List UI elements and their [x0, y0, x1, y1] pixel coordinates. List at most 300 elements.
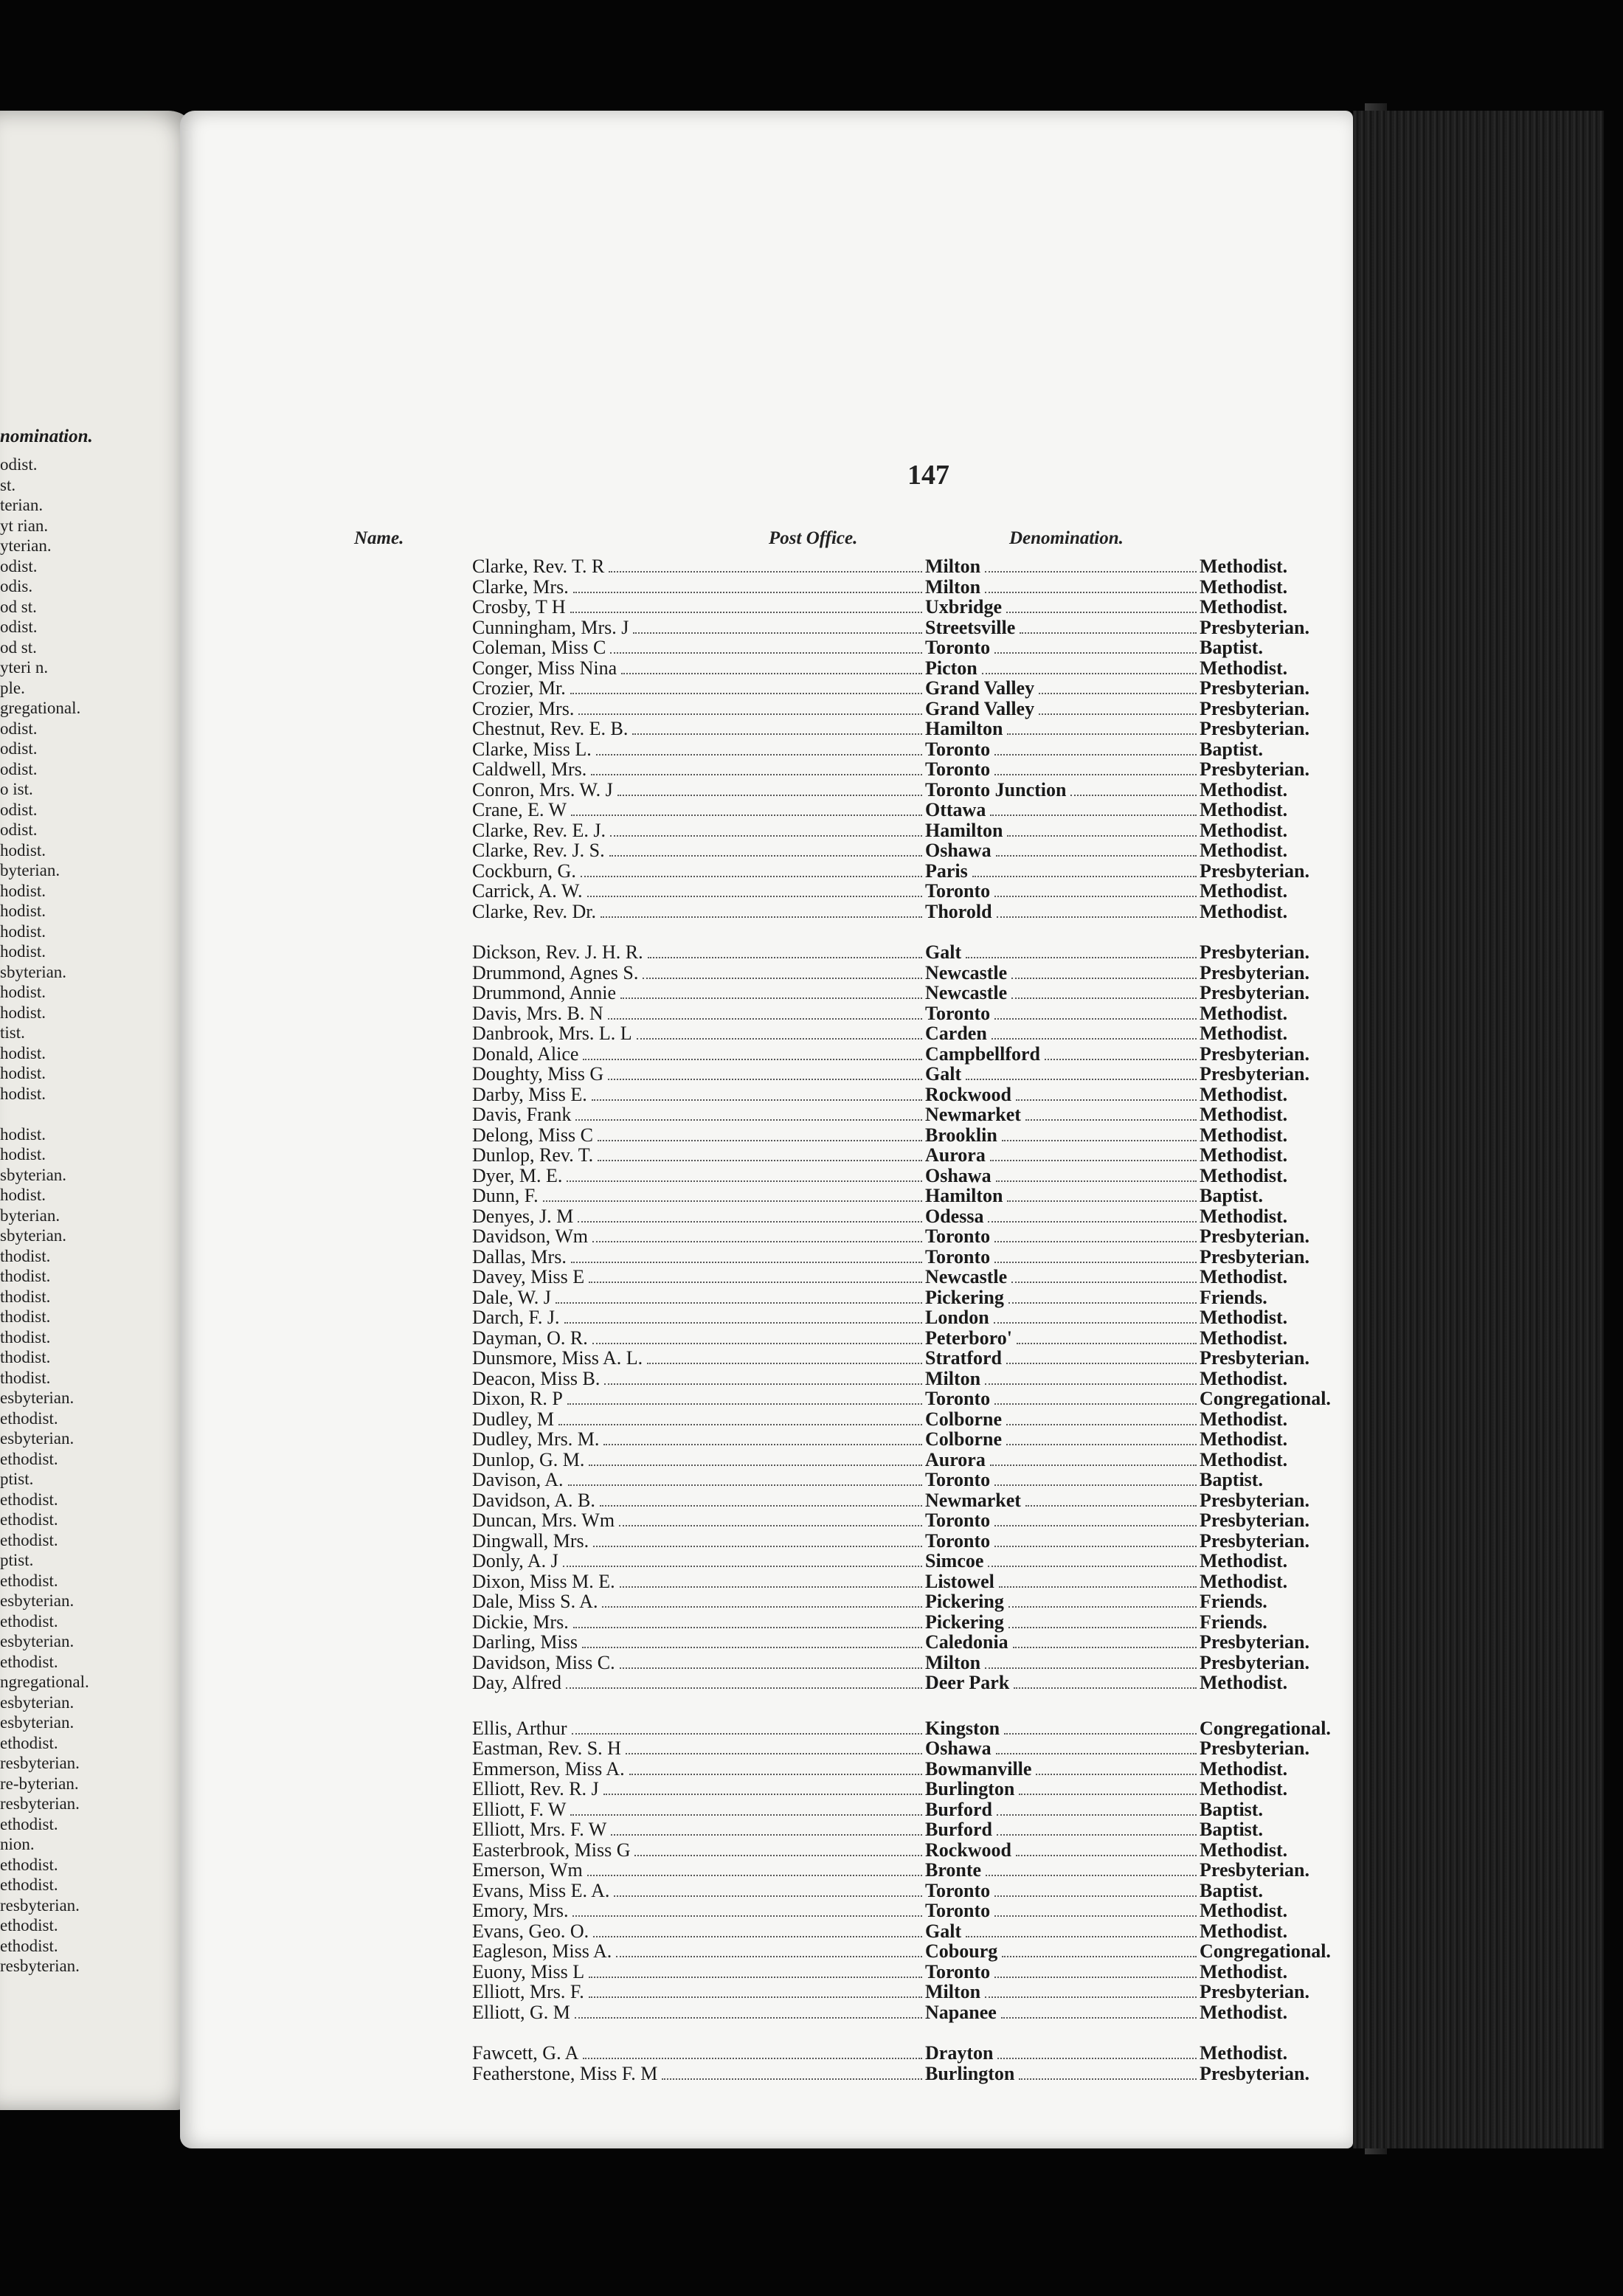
entry-post-office: Galt — [925, 1064, 1200, 1085]
entry-denomination: Methodist. — [1200, 1571, 1288, 1591]
entry-name: Emmerson, Miss A. — [472, 1759, 925, 1780]
entry-name: Fawcett, G. A — [472, 2043, 925, 2064]
entry-post-office: Rockwood — [925, 1840, 1200, 1861]
entry-denomination: Methodist. — [1200, 840, 1288, 861]
entry-name: Caldwell, Mrs. — [472, 759, 925, 781]
directory-entry — [472, 1738, 1365, 1759]
entry-name: Featherstone, Miss F. M — [472, 2064, 925, 2085]
directory-entry — [472, 597, 1365, 618]
dot-leader — [633, 632, 922, 634]
entry-post-office: Bronte — [925, 1860, 1200, 1881]
entry-post-office: Toronto — [925, 881, 1200, 902]
entry-denomination: Methodist. — [1200, 779, 1288, 800]
dot-leader — [614, 1895, 922, 1897]
dot-leader — [587, 896, 923, 897]
facing-page-line: ethodist. — [0, 1530, 58, 1549]
entry-name: Evans, Miss E. A. — [472, 1881, 925, 1902]
dot-leader — [568, 1484, 923, 1486]
dot-leader — [611, 1834, 922, 1836]
entry-post-office: Deer Park — [925, 1673, 1200, 1694]
dot-leader — [1007, 835, 1197, 837]
dot-leader — [620, 1586, 922, 1588]
entry-denomination: Methodist. — [1200, 1901, 1288, 1921]
directory-entry — [472, 1287, 1365, 1308]
entry-name: Davey, Miss E — [472, 1267, 925, 1288]
entry-post-office: Toronto — [925, 1389, 1200, 1410]
entry-name: Elliott, Rev. R. J — [472, 1779, 925, 1800]
directory-entry — [472, 1348, 1365, 1369]
dot-leader — [1006, 612, 1197, 613]
entry-post-office: Milton — [925, 1982, 1200, 2003]
facing-page-line: odist. — [0, 739, 38, 758]
dot-leader — [996, 1753, 1197, 1754]
directory-entry — [472, 942, 1365, 963]
dot-leader — [629, 1774, 922, 1775]
dot-leader — [619, 1525, 922, 1526]
entry-denomination: Presbyterian. — [1200, 1738, 1309, 1759]
entry-name: Davidson, Miss C. — [472, 1653, 925, 1674]
dot-leader — [634, 1855, 922, 1856]
facing-page-line: ethodist. — [0, 1875, 58, 1894]
entry-post-office: Aurora — [925, 1450, 1200, 1471]
directory-entry — [472, 577, 1365, 598]
directory-entry — [472, 1840, 1365, 1861]
directory-entry — [472, 902, 1365, 922]
entry-denomination: Presbyterian. — [1200, 1510, 1309, 1531]
directory-entry — [472, 1531, 1365, 1552]
entry-post-office: Toronto — [925, 759, 1200, 781]
dot-leader — [1017, 1343, 1197, 1344]
column-header-name: Name. — [354, 528, 404, 548]
directory-entry — [472, 678, 1365, 699]
directory-entry — [472, 1125, 1365, 1146]
facing-page-line: esbyterian. — [0, 1591, 75, 1610]
entry-denomination: Methodist. — [1200, 1839, 1288, 1860]
entry-name: Coleman, Miss C — [472, 637, 925, 659]
entry-denomination: Presbyterian. — [1200, 1860, 1309, 1881]
directory-entry — [472, 820, 1365, 841]
facing-page-line: thodist. — [0, 1267, 51, 1285]
facing-page-line: hodist. — [0, 1003, 46, 1022]
dot-leader — [578, 713, 922, 715]
dot-leader — [1004, 1733, 1197, 1735]
facing-page-line: esbyterian. — [0, 1389, 75, 1407]
directory-entry — [472, 759, 1365, 780]
entry-post-office: Pickering — [925, 1612, 1200, 1633]
entry-denomination: Presbyterian. — [1200, 2063, 1309, 2084]
entry-denomination: Friends. — [1200, 1611, 1267, 1632]
dot-leader — [985, 592, 1197, 593]
directory-entry — [472, 1470, 1365, 1490]
facing-page-line: ptist. — [0, 1551, 34, 1569]
page-number: 147 — [907, 460, 949, 491]
facing-page — [0, 111, 198, 2110]
entry-name: Davidson, A. B. — [472, 1490, 925, 1512]
entry-post-office: Hamilton — [925, 719, 1200, 740]
dot-leader — [620, 1667, 922, 1669]
book-page — [180, 111, 1353, 2148]
entry-denomination: Methodist. — [1200, 1920, 1288, 1941]
entry-name: Dixon, Miss M. E. — [472, 1571, 925, 1593]
directory-entry — [472, 719, 1365, 739]
facing-page-line: thodist. — [0, 1348, 51, 1366]
entry-denomination: Presbyterian. — [1200, 1226, 1309, 1247]
dot-leader — [994, 774, 1197, 775]
entry-name: Clarke, Mrs. — [472, 577, 925, 598]
dot-leader — [997, 916, 1197, 918]
entry-denomination: Presbyterian. — [1200, 719, 1309, 739]
entry-denomination: Friends. — [1200, 1591, 1267, 1612]
entry-denomination: Methodist. — [1200, 1307, 1288, 1328]
entry-name: Clarke, Rev. J. S. — [472, 840, 925, 862]
facing-page-line: ethodist. — [0, 1936, 58, 1955]
facing-page-line: ple. — [0, 678, 25, 697]
directory-entry — [472, 1409, 1365, 1430]
entry-post-office: Burlington — [925, 2064, 1200, 2085]
entry-denomination: Methodist. — [1200, 1449, 1288, 1470]
entry-name: Crane, E. W — [472, 800, 925, 821]
entry-denomination: Presbyterian. — [1200, 698, 1309, 719]
directory-entry — [472, 1941, 1365, 1962]
dot-leader — [571, 815, 922, 816]
dot-leader — [996, 1180, 1197, 1182]
entry-denomination: Methodist. — [1200, 1145, 1288, 1166]
directory-entry — [472, 1429, 1365, 1450]
dot-leader — [994, 652, 1197, 654]
entry-post-office: Aurora — [925, 1145, 1200, 1166]
dot-leader — [617, 795, 922, 796]
dot-leader — [1019, 2078, 1197, 2080]
directory-entry — [472, 1759, 1365, 1780]
entry-denomination: Presbyterian. — [1200, 1982, 1309, 2002]
entry-denomination: Baptist. — [1200, 1470, 1263, 1490]
entry-name: Day, Alfred — [472, 1673, 925, 1694]
entry-denomination: Methodist. — [1200, 820, 1288, 840]
entry-name: Eastman, Rev. S. H — [472, 1738, 925, 1760]
entry-name: Eagleson, Miss A. — [472, 1941, 925, 1963]
dot-leader — [1001, 2017, 1197, 2019]
entry-denomination: Methodist. — [1200, 800, 1288, 820]
directory-entry — [472, 800, 1365, 820]
directory-entry — [472, 1612, 1365, 1633]
facing-page-line: ngregational. — [0, 1673, 89, 1691]
facing-page-line: ptist. — [0, 1470, 34, 1488]
entry-post-office: Toronto — [925, 1881, 1200, 1902]
facing-page-line: sbyterian. — [0, 1226, 67, 1245]
dot-leader — [997, 2058, 1197, 2059]
directory-entry — [472, 1450, 1365, 1470]
entry-post-office: Stratford — [925, 1348, 1200, 1369]
entry-denomination: Presbyterian. — [1200, 1530, 1309, 1551]
entry-post-office: Toronto — [925, 1510, 1200, 1532]
entry-post-office: Listowel — [925, 1571, 1200, 1593]
entry-denomination: Presbyterian. — [1200, 617, 1309, 637]
dot-leader — [1011, 1282, 1197, 1283]
directory-entry — [472, 1819, 1365, 1840]
directory-entry — [472, 1267, 1365, 1287]
directory-entry — [472, 1389, 1365, 1409]
dot-leader — [616, 1956, 922, 1957]
dot-leader — [643, 978, 922, 979]
entry-denomination: Presbyterian. — [1200, 759, 1309, 780]
entry-post-office: Burford — [925, 1819, 1200, 1841]
dot-leader — [567, 1403, 922, 1405]
dot-leader — [994, 1262, 1197, 1263]
facing-page-line: sbyterian. — [0, 962, 67, 981]
entry-denomination: Methodist. — [1200, 2043, 1288, 2064]
facing-page-line — [0, 1104, 192, 1124]
dot-leader — [994, 754, 1197, 755]
dot-leader — [556, 1302, 922, 1304]
directory-entry — [472, 1247, 1365, 1268]
dot-leader — [592, 1099, 922, 1101]
entry-name: Doughty, Miss G — [472, 1064, 925, 1085]
dot-leader — [620, 997, 922, 999]
dot-leader — [1011, 997, 1197, 999]
entry-name: Elliott, G. M — [472, 2002, 925, 2024]
dot-leader — [598, 1160, 922, 1161]
entry-post-office: Grand Valley — [925, 699, 1200, 720]
entry-denomination: Methodist. — [1200, 1673, 1288, 1693]
facing-page-line: thodist. — [0, 1246, 51, 1265]
facing-page-line: ethodist. — [0, 1916, 58, 1934]
facing-page-line: odist. — [0, 719, 38, 738]
facing-page-line: ethodist. — [0, 1855, 58, 1874]
dot-leader — [578, 1221, 922, 1223]
dot-leader — [985, 1996, 1197, 1998]
dot-leader — [972, 876, 1197, 877]
entry-post-office: Toronto — [925, 1247, 1200, 1268]
entry-name: Dayman, O. R. — [472, 1328, 925, 1349]
entry-denomination: Methodist. — [1200, 576, 1288, 597]
facing-page-line: odist. — [0, 800, 38, 819]
directory-list — [472, 556, 1365, 2084]
entry-denomination: Methodist. — [1200, 1368, 1288, 1389]
entry-name: Cunningham, Mrs. J — [472, 618, 925, 639]
entry-name: Elliott, F. W — [472, 1799, 925, 1821]
entry-denomination: Methodist. — [1200, 1429, 1288, 1450]
entry-denomination: Methodist. — [1200, 1758, 1288, 1779]
directory-entry — [472, 1166, 1365, 1186]
directory-entry — [472, 1064, 1365, 1085]
entry-denomination: Presbyterian. — [1200, 678, 1309, 699]
facing-page-column — [0, 454, 192, 1977]
dot-leader — [1008, 1302, 1197, 1304]
dot-leader — [1070, 795, 1197, 796]
entry-name: Conron, Mrs. W. J — [472, 780, 925, 801]
entry-name: Davidson, Wm — [472, 1226, 925, 1248]
dot-leader — [593, 1936, 922, 1937]
entry-post-office: Newmarket — [925, 1104, 1200, 1126]
dot-leader — [610, 835, 922, 837]
entry-post-office: Burlington — [925, 1779, 1200, 1800]
facing-page-line: sbyterian. — [0, 1165, 67, 1184]
facing-page-line: hodist. — [0, 1043, 46, 1062]
entry-name: Clarke, Miss L. — [472, 739, 925, 761]
entry-denomination: Methodist. — [1200, 1084, 1288, 1104]
facing-page-line: nion. — [0, 1835, 35, 1853]
facing-page-line: resbyterian. — [0, 1794, 80, 1813]
facing-page-line: od st. — [0, 637, 37, 657]
dot-leader — [1025, 1505, 1197, 1507]
dot-leader — [566, 1687, 922, 1689]
facing-page-line: resbyterian. — [0, 1957, 80, 1975]
dot-leader — [564, 1322, 922, 1324]
dot-leader — [990, 1465, 1197, 1466]
facing-page-line: hodist. — [0, 881, 46, 900]
entry-denomination: Methodist. — [1200, 881, 1288, 902]
entry-post-office: Bowmanville — [925, 1759, 1200, 1780]
entry-post-office: Toronto — [925, 637, 1200, 659]
entry-post-office: Milton — [925, 556, 1200, 578]
dot-leader — [994, 1977, 1197, 1978]
entry-post-office: Hamilton — [925, 1186, 1200, 1207]
facing-page-line: hodist. — [0, 1145, 46, 1163]
entry-denomination: Baptist. — [1200, 739, 1263, 759]
dot-leader — [583, 2058, 922, 2059]
entry-post-office: Pickering — [925, 1591, 1200, 1613]
entry-denomination: Baptist. — [1200, 1799, 1263, 1819]
dot-leader — [600, 1505, 922, 1507]
entry-post-office: Galt — [925, 942, 1200, 964]
dot-leader — [610, 652, 922, 654]
entry-name: Delong, Miss C — [472, 1125, 925, 1147]
column-header-denomination: Denomination. — [1009, 528, 1124, 548]
directory-entry — [472, 1226, 1365, 1247]
facing-page-line: byterian. — [0, 861, 60, 879]
entry-denomination: Presbyterian. — [1200, 860, 1309, 881]
entry-post-office: Campbellford — [925, 1044, 1200, 1065]
entry-name: Dallas, Mrs. — [472, 1247, 925, 1268]
entry-denomination: Baptist. — [1200, 1880, 1263, 1901]
entry-name: Clarke, Rev. Dr. — [472, 902, 925, 923]
dot-leader — [1007, 733, 1197, 735]
entry-name: Crozier, Mr. — [472, 678, 925, 699]
entry-post-office: Streetsville — [925, 618, 1200, 639]
dot-leader — [1025, 1119, 1197, 1121]
dot-leader — [985, 1667, 1197, 1669]
facing-page-line: ethodist. — [0, 1408, 58, 1428]
entry-post-office: Toronto — [925, 1962, 1200, 1983]
entry-name: Dale, Miss S. A. — [472, 1591, 925, 1613]
entry-post-office: London — [925, 1307, 1200, 1329]
dot-leader — [996, 855, 1197, 857]
dot-leader — [589, 1996, 922, 1998]
entry-post-office: Pickering — [925, 1287, 1200, 1309]
dot-leader — [647, 1363, 922, 1364]
dot-leader — [573, 1627, 922, 1628]
directory-entry — [472, 1921, 1365, 1942]
dot-leader — [994, 1322, 1197, 1324]
dot-leader — [575, 2017, 922, 2019]
directory-entry — [472, 1490, 1365, 1511]
dot-leader — [563, 1566, 922, 1567]
dot-leader — [583, 1059, 922, 1060]
directory-entry — [472, 739, 1365, 760]
entry-name: Dudley, Mrs. M. — [472, 1429, 925, 1450]
facing-page-header: nomination. — [0, 426, 93, 446]
facing-page-line: hodist. — [0, 983, 46, 1001]
entry-denomination: Methodist. — [1200, 597, 1288, 618]
facing-page-line: yt rian. — [0, 516, 49, 535]
entry-name: Drummond, Annie — [472, 983, 925, 1004]
dot-leader — [626, 1753, 922, 1754]
entry-post-office: Caledonia — [925, 1632, 1200, 1653]
directory-entry — [472, 618, 1365, 638]
entry-denomination: Presbyterian. — [1200, 1064, 1309, 1085]
directory-entry — [472, 983, 1365, 1003]
entry-denomination: Methodist. — [1200, 1165, 1288, 1186]
entry-denomination: Presbyterian. — [1200, 983, 1309, 1003]
dot-leader — [997, 1814, 1197, 1816]
entry-denomination: Congregational. — [1200, 1718, 1331, 1738]
directory-entry — [472, 963, 1365, 983]
dot-leader — [543, 1200, 922, 1202]
directory-entry — [472, 861, 1365, 882]
entry-denomination: Methodist. — [1200, 1003, 1288, 1023]
dot-leader — [1036, 1774, 1197, 1775]
entry-post-office: Toronto Junction — [925, 780, 1200, 801]
dot-leader — [1006, 1444, 1197, 1445]
facing-page-line: thodist. — [0, 1327, 51, 1346]
entry-post-office: Milton — [925, 1369, 1200, 1390]
facing-page-line: hodist. — [0, 1064, 46, 1082]
dot-leader — [1016, 1855, 1197, 1856]
dot-leader — [997, 1834, 1197, 1836]
facing-page-line: terian. — [0, 496, 44, 514]
entry-name: Emory, Mrs. — [472, 1901, 925, 1922]
entry-name: Dale, W. J — [472, 1287, 925, 1309]
dot-leader — [988, 1221, 1197, 1223]
entry-post-office: Toronto — [925, 1470, 1200, 1491]
directory-entry — [472, 1799, 1365, 1820]
directory-entry — [472, 1901, 1365, 1921]
entry-post-office: Rockwood — [925, 1085, 1200, 1106]
entry-name: Dunn, F. — [472, 1186, 925, 1207]
entry-name: Deacon, Miss B. — [472, 1369, 925, 1390]
entry-post-office: Peterboro' — [925, 1328, 1200, 1349]
entry-name: Dickie, Mrs. — [472, 1612, 925, 1633]
entry-post-office: Odessa — [925, 1206, 1200, 1228]
facing-page-line: hodist. — [0, 902, 46, 920]
dot-leader — [604, 1383, 922, 1385]
directory-entry — [472, 699, 1365, 719]
facing-page-line: thodist. — [0, 1287, 51, 1306]
dot-leader — [570, 1814, 922, 1816]
entry-denomination: Methodist. — [1200, 1023, 1288, 1044]
dot-leader — [1007, 1200, 1197, 1202]
facing-page-line: esbyterian. — [0, 1713, 75, 1732]
facing-page-line: odist. — [0, 556, 38, 575]
dot-leader — [992, 1038, 1197, 1040]
entry-name: Elliott, Mrs. F. W — [472, 1819, 925, 1841]
facing-page-line: hodist. — [0, 921, 46, 941]
entry-name: Evans, Geo. O. — [472, 1921, 925, 1943]
entry-name: Dunsmore, Miss A. L. — [472, 1348, 925, 1369]
facing-page-line: hodist. — [0, 942, 46, 961]
dot-leader — [994, 1915, 1197, 1917]
directory-entry — [472, 1307, 1365, 1328]
directory-entry — [472, 1003, 1365, 1024]
dot-leader — [582, 1647, 922, 1648]
directory-entry — [472, 1104, 1365, 1125]
dot-leader — [985, 1383, 1197, 1385]
dot-leader — [608, 1018, 922, 1020]
facing-page-line: re-byterian. — [0, 1774, 79, 1793]
directory-entry — [472, 2043, 1365, 2064]
dot-leader — [990, 815, 1197, 816]
directory-entry — [472, 1982, 1365, 2002]
